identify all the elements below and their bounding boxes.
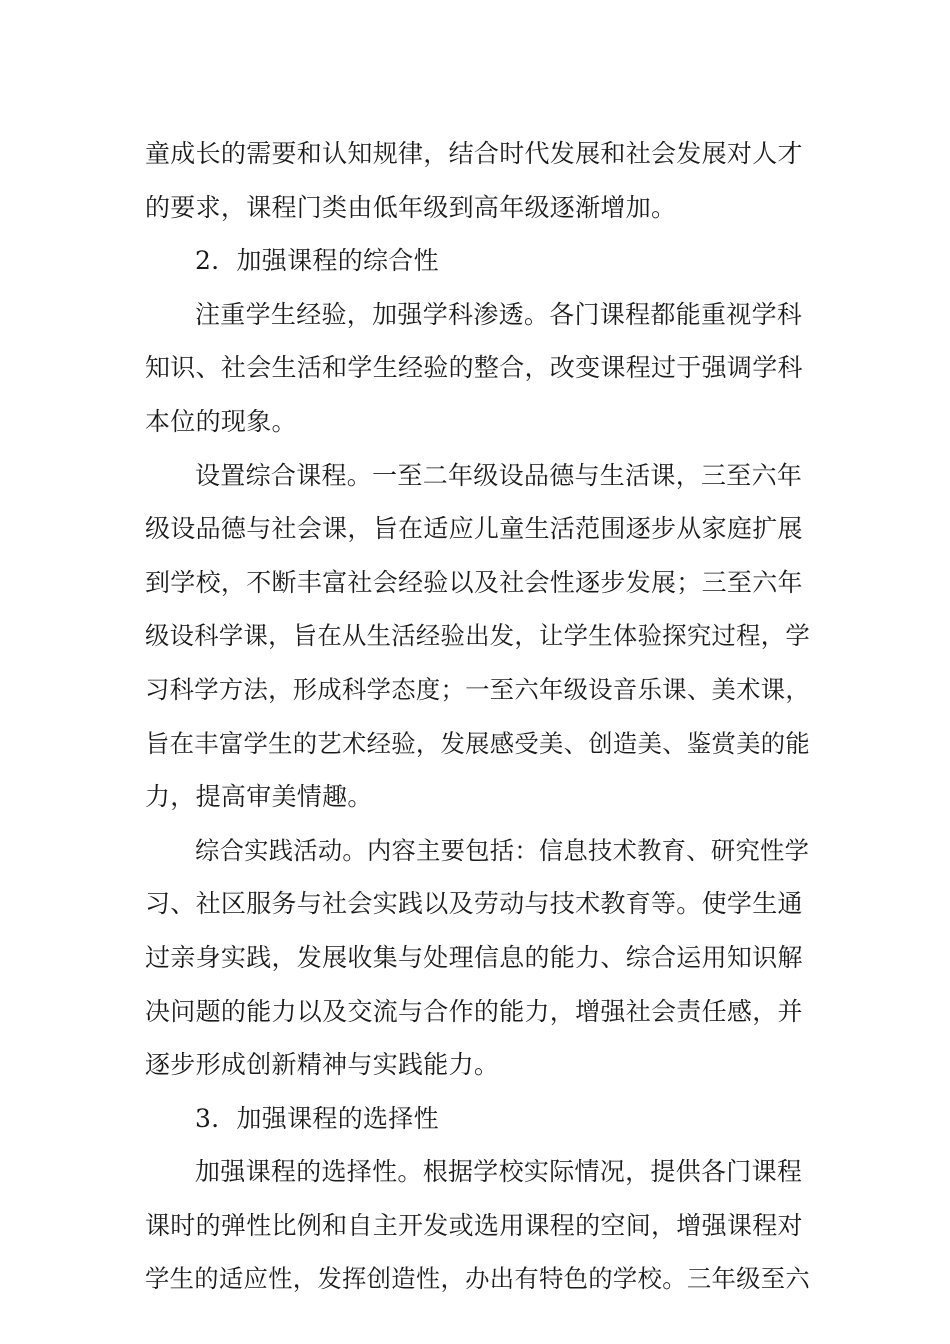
text-line: 3．加强课程的选择性 (195, 1103, 439, 1133)
document-body (145, 127, 810, 1306)
text-line: 到学校，不断丰富社会经验以及社会性逐步发展；三至六年 (145, 567, 803, 597)
text-line: 课时的弹性比例和自主开发或选用课程的空间，增强课程对 (145, 1210, 803, 1240)
text-line: 习科学方法，形成科学态度；一至六年级设音乐课、美术课， (145, 674, 810, 704)
text-line: 学生的适应性，发挥创造性，办出有特色的学校。三年级至六 (145, 1264, 810, 1294)
text-line: 加强课程的选择性。根据学校实际情况，提供各门课程 (195, 1157, 803, 1187)
text-line: 决问题的能力以及交流与合作的能力，增强社会责任感，并 (145, 996, 803, 1026)
text-line: 设置综合课程。一至二年级设品德与生活课，三至六年 (195, 460, 803, 490)
text-line: 本位的现象。 (145, 406, 297, 436)
text-line: 级设科学课，旨在从生活经验出发，让学生体验探究过程，学 (145, 621, 810, 651)
text-line: 童成长的需要和认知规律，结合时代发展和社会发展对人才 (145, 139, 803, 168)
text-line: 知识、社会生活和学生经验的整合，改变课程过于强调学科 (145, 353, 803, 383)
text-line: 旨在丰富学生的艺术经验，发展感受美、创造美、鉴赏美的能 (145, 728, 810, 758)
text-line: 综合实践活动。内容主要包括：信息技术教育、研究性学 (195, 835, 810, 865)
text-line: 注重学生经验，加强学科渗透。各门课程都能重视学科 (195, 299, 803, 329)
text-line: 2．加强课程的综合性 (195, 246, 439, 276)
text-line: 习、社区服务与社会实践以及劳动与技术教育等。使学生通 (145, 889, 803, 919)
text-line: 级设品德与社会课，旨在适应儿童生活范围逐步从家庭扩展 (145, 514, 803, 544)
text-line: 的要求，课程门类由低年级到高年级逐渐增加。 (145, 192, 677, 222)
text-line: 力，提高审美情趣。 (145, 782, 373, 812)
text-line: 逐步形成创新精神与实践能力。 (145, 1050, 500, 1080)
text-line: 过亲身实践，发展收集与处理信息的能力、综合运用知识解 (145, 942, 803, 972)
